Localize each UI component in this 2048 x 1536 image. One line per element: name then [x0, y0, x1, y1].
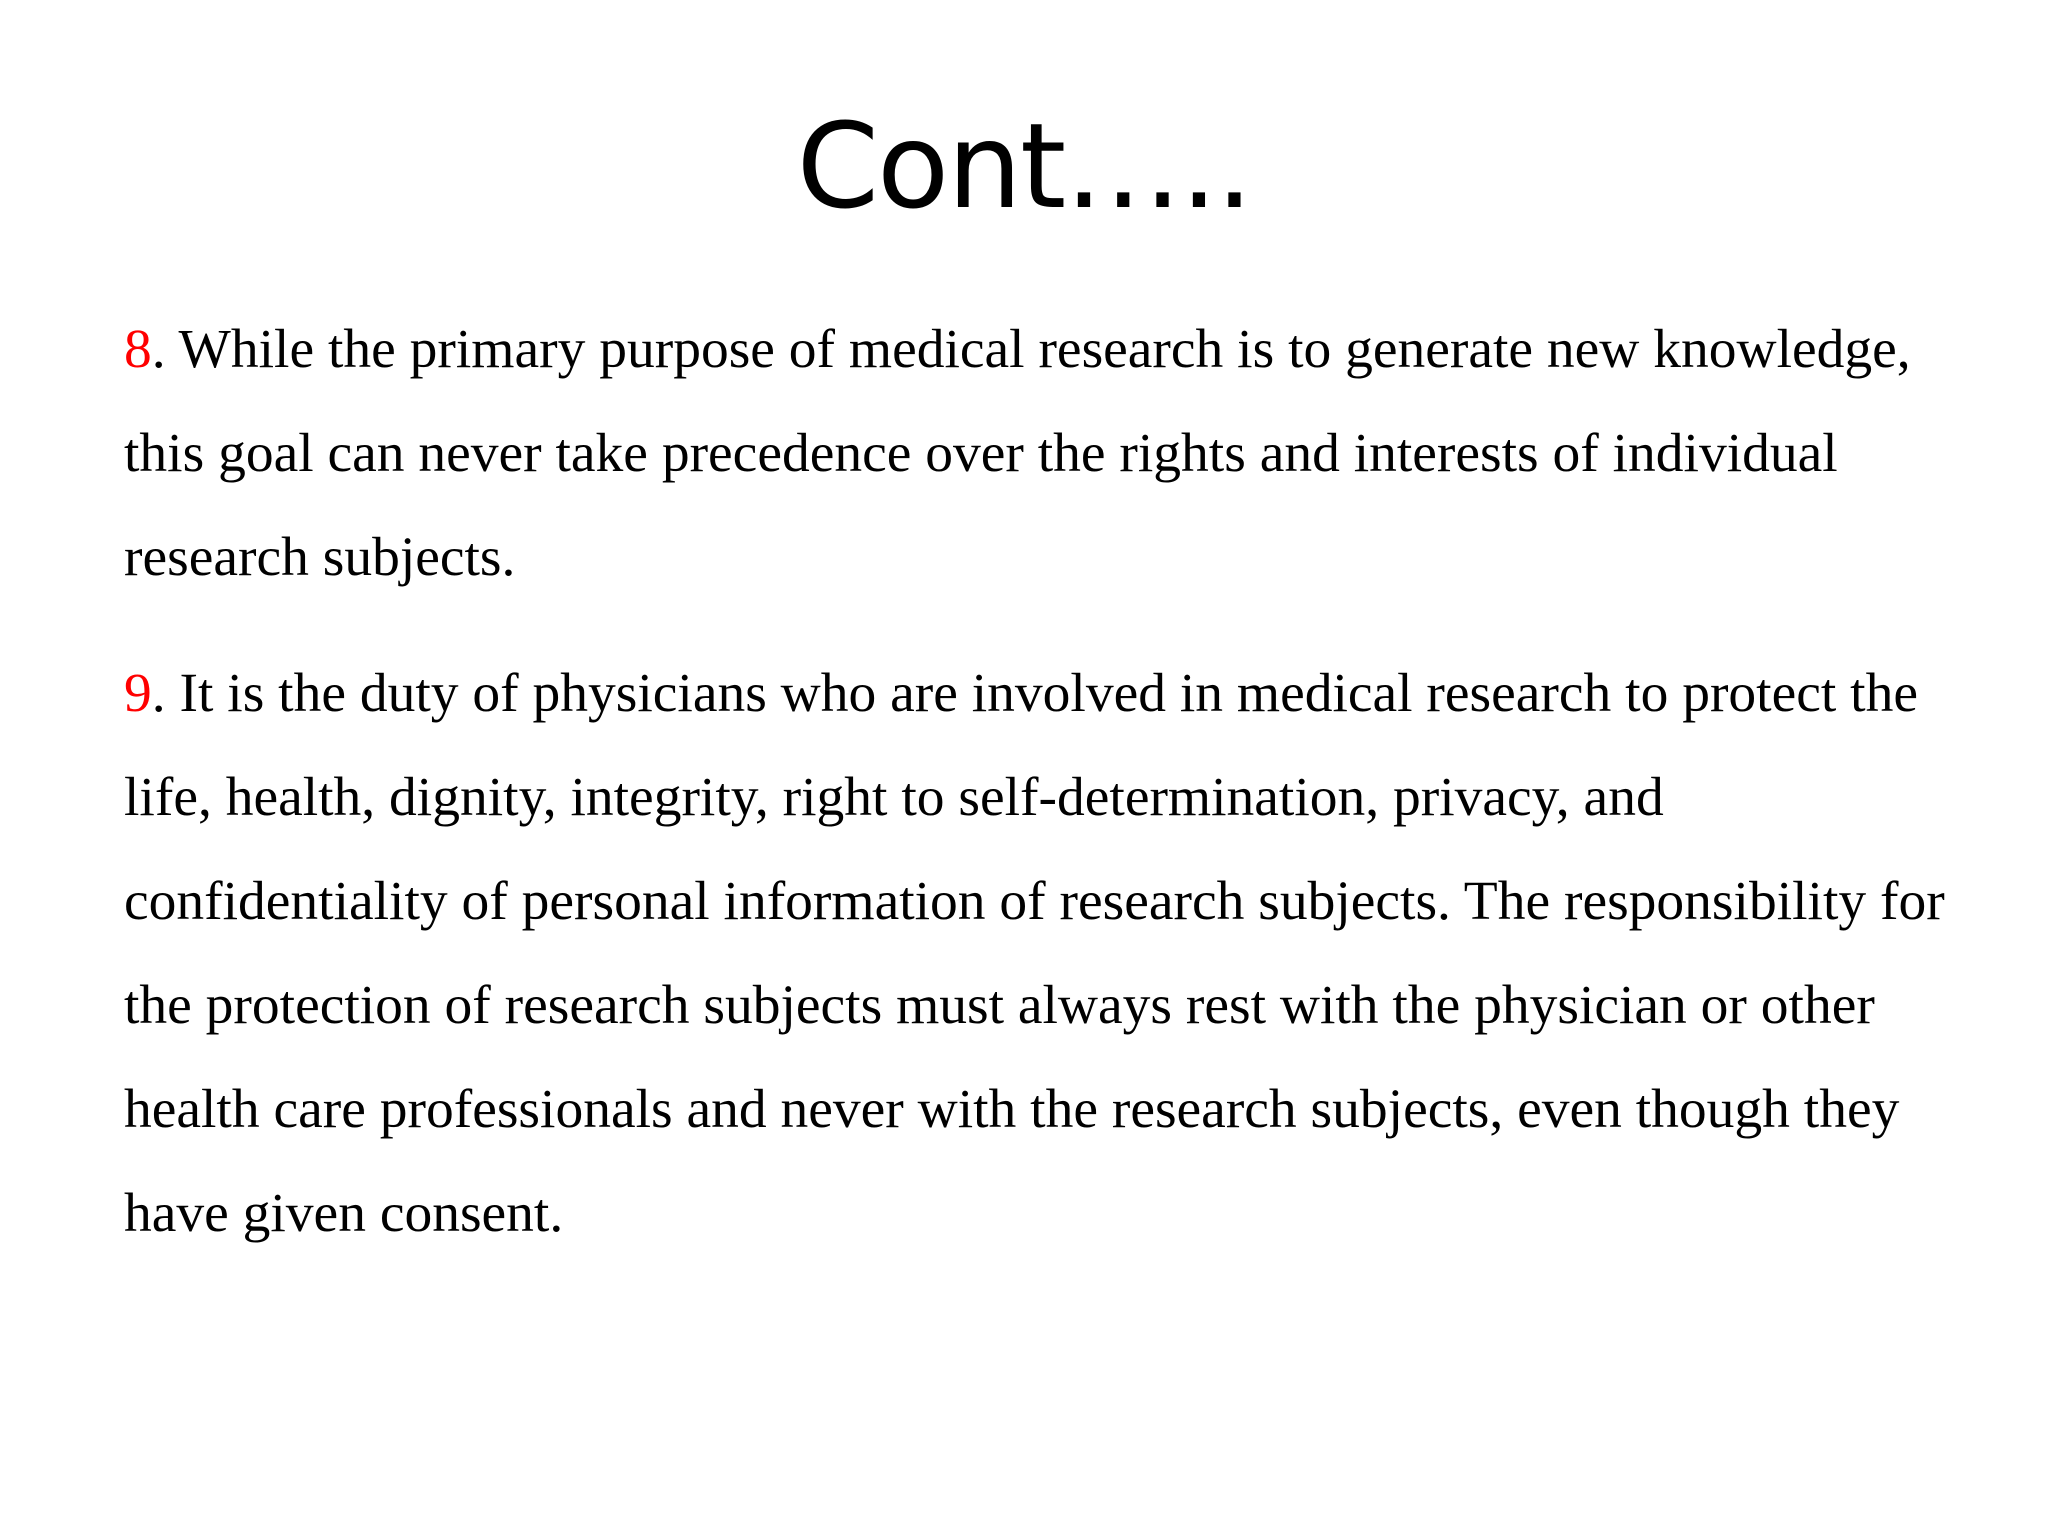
item-number-9: 9	[124, 663, 152, 724]
slide-title: Cont…..	[796, 97, 1252, 235]
paragraph-9	[124, 642, 1954, 1266]
paragraph-8	[124, 298, 1954, 610]
paragraph-9-text: . It is the duty of physicians who are involved in medical research to protect the life, health, dignity, integrity, right to self-determination, privacy, and confidentiality of personal information of research subjects. The responsibility for the protection of research subjects must always rest with the physician or other health care professionals and never with the research subjects, even though they have given consent.	[124, 663, 1945, 1244]
item-number-8: 8	[124, 319, 152, 380]
paragraph-8-text: . While the primary purpose of medical research is to generate new knowledge, this goal can never take precedence over the rights and interests of individual research subjects.	[124, 319, 1911, 588]
slide-body	[124, 298, 1954, 1266]
